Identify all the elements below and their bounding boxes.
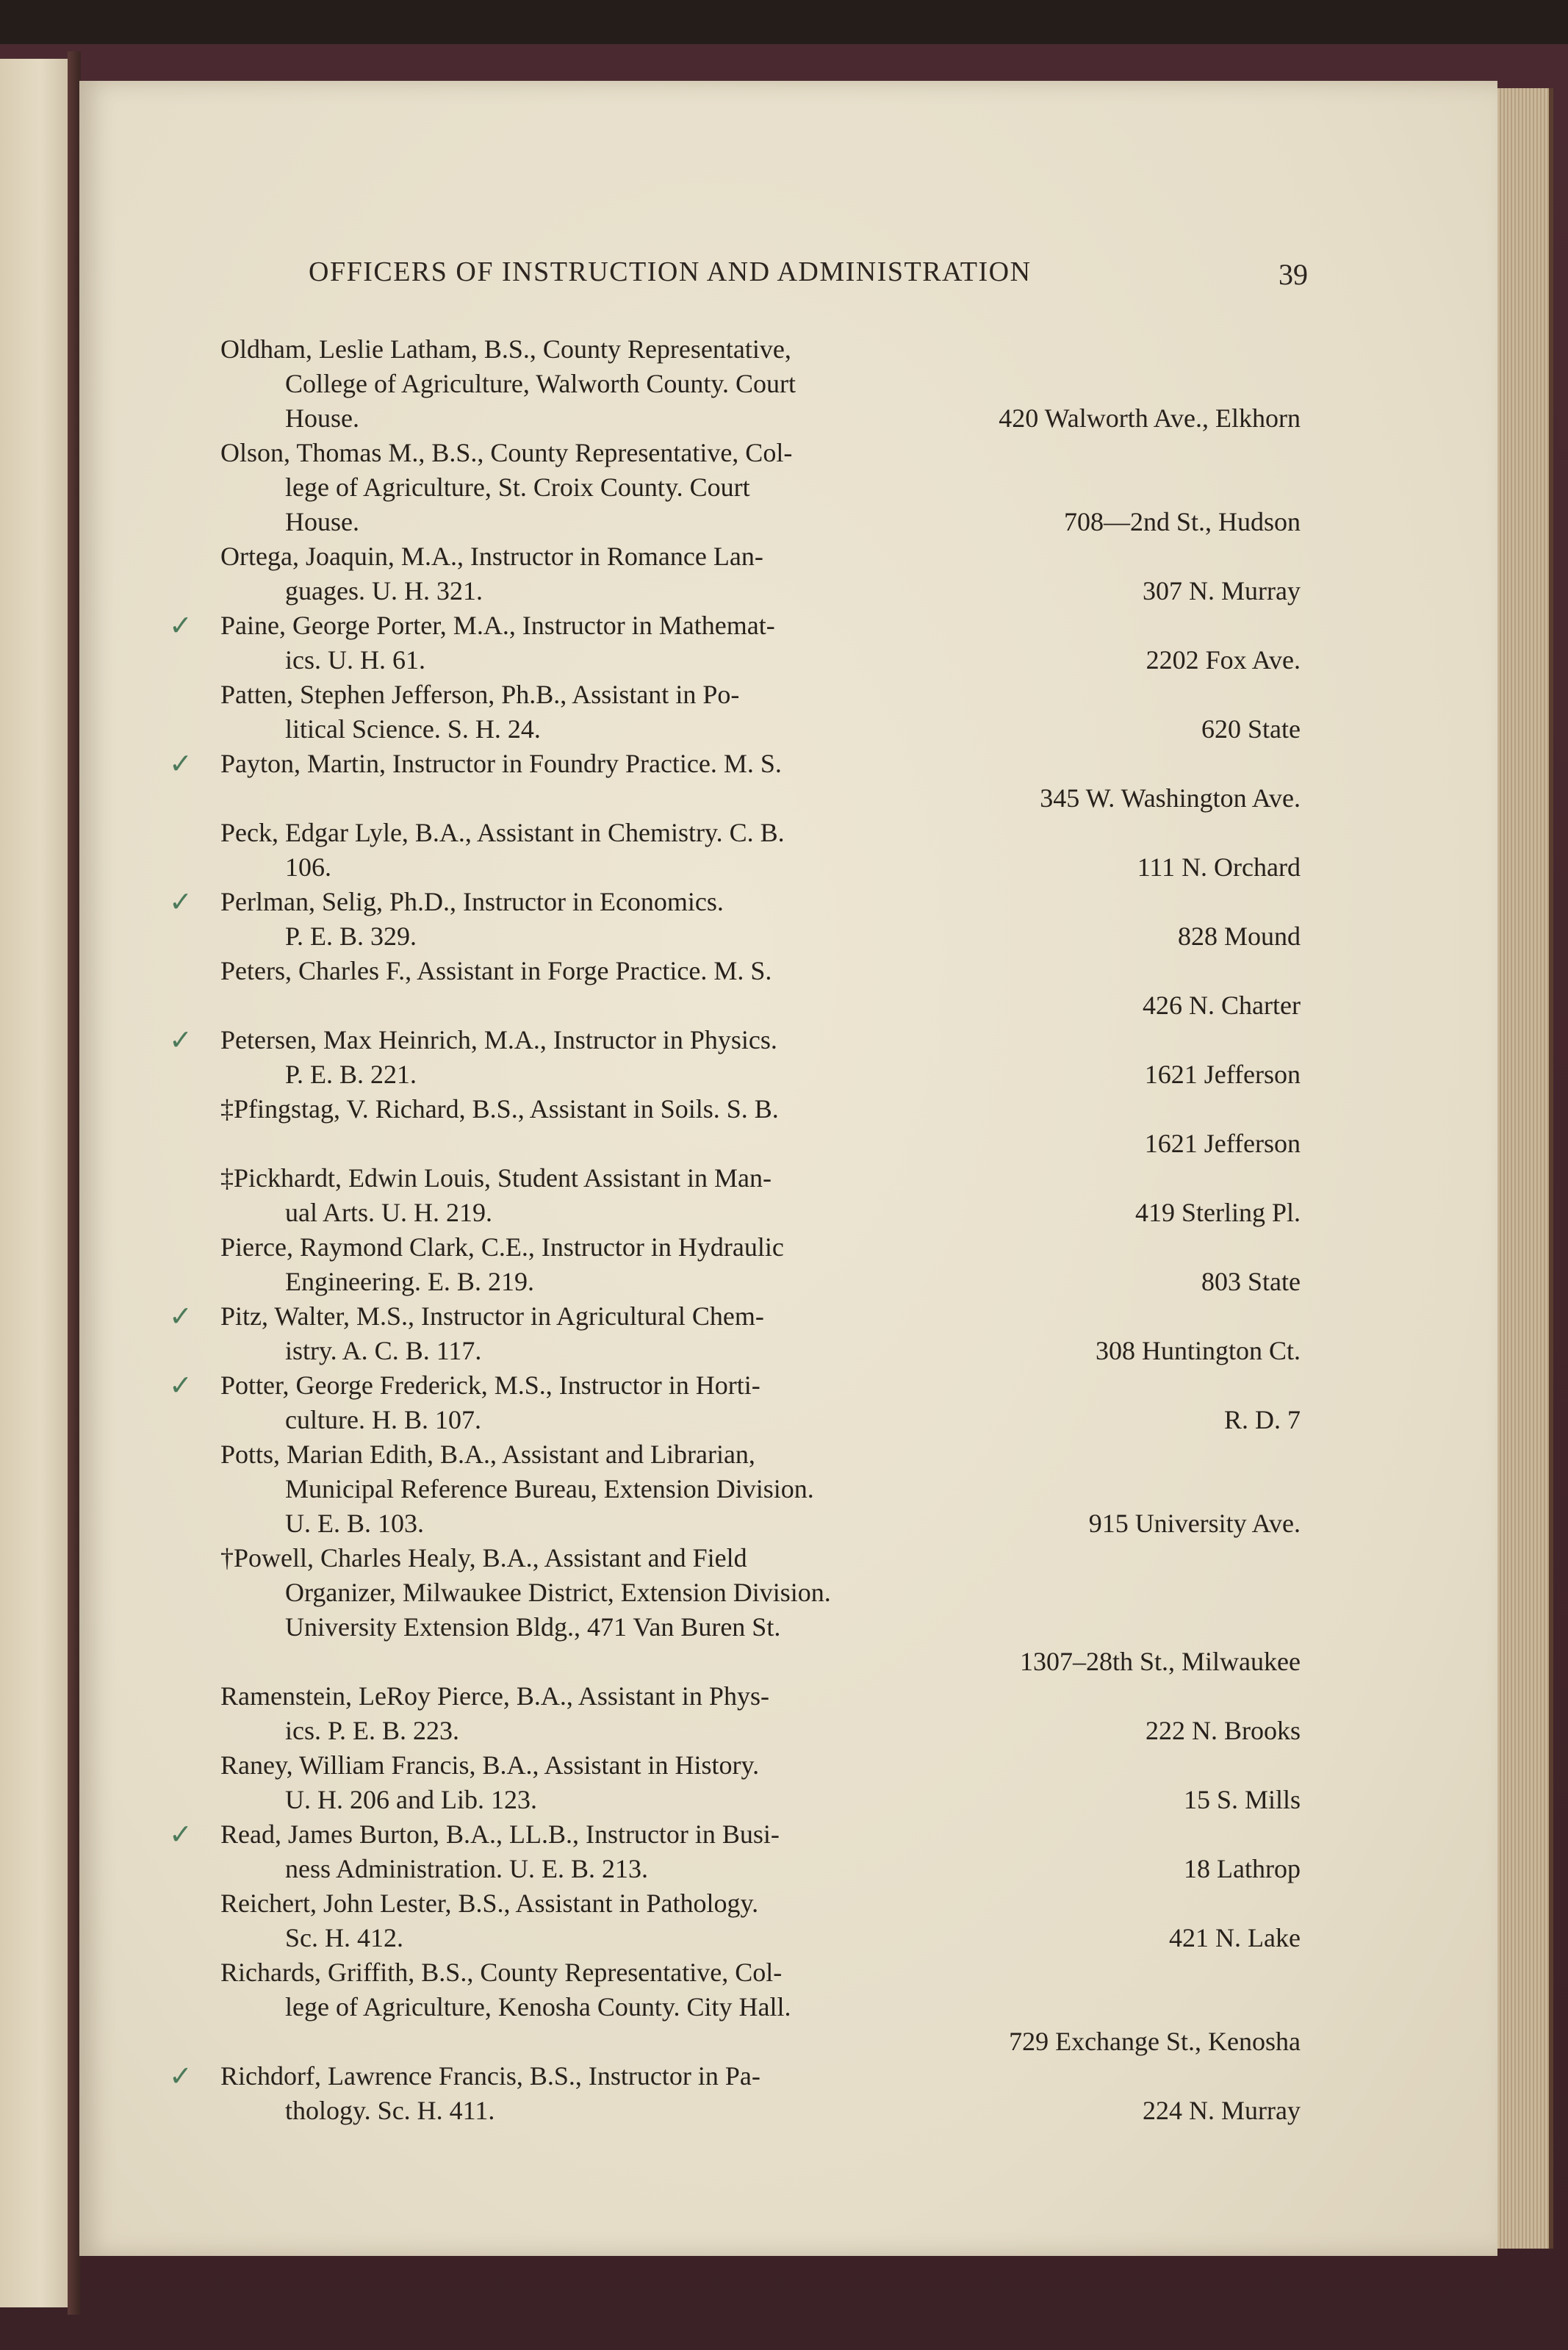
entry-line xyxy=(220,1161,1301,1196)
directory-entries xyxy=(169,332,1301,2128)
entry-line xyxy=(169,747,1301,781)
entry-line xyxy=(220,2094,1301,2128)
entry-continuation-line: guages. U. H. 321. xyxy=(285,576,483,606)
entry-continuation-line: Municipal Reference Bureau, Extension Division. xyxy=(285,1474,814,1503)
entry-name-line: Richards, Griffith, B.S., County Representative, Col- xyxy=(220,1958,783,1987)
entry-line xyxy=(220,712,1301,747)
entry-continuation-line: lege of Agriculture, Kenosha County. City Hall. xyxy=(285,1992,791,2022)
entry-address: 111 N. Orchard xyxy=(1137,852,1301,882)
entry-name-line: Peters, Charles F., Assistant in Forge Practice. M. S. xyxy=(220,956,772,985)
directory-entry xyxy=(220,1437,1301,1541)
entry-line xyxy=(220,1230,1301,1265)
directory-entry xyxy=(220,954,1301,1023)
entry-continuation-line: Organizer, Milwaukee District, Extension Division. xyxy=(285,1578,831,1607)
entry-continuation-line: Engineering. E. B. 219. xyxy=(285,1267,534,1296)
handwritten-check-mark: ✓ xyxy=(169,747,193,780)
handwritten-check-mark: ✓ xyxy=(169,1818,193,1850)
entry-name-line: Perlman, Selig, Ph.D., Instructor in Economics. xyxy=(220,887,724,916)
directory-entry xyxy=(220,1161,1301,1230)
entry-continuation-line: House. xyxy=(285,507,359,536)
entry-line xyxy=(220,1783,1301,1817)
entry-line xyxy=(220,1921,1301,1955)
entry-line xyxy=(220,678,1301,712)
directory-entry xyxy=(220,1886,1301,1955)
directory-entry xyxy=(220,1679,1301,1748)
entry-line xyxy=(220,781,1301,816)
entry-continuation-line: P. E. B. 329. xyxy=(285,921,417,951)
entry-address: 15 S. Mills xyxy=(1183,1785,1301,1814)
entry-address: 421 N. Lake xyxy=(1169,1923,1301,1952)
directory-entry xyxy=(220,332,1301,436)
entry-name-line: Paine, George Porter, M.A., Instructor in Mathemat- xyxy=(220,611,775,640)
entry-line xyxy=(220,1541,1301,1575)
entry-line xyxy=(220,1852,1301,1886)
entry-line xyxy=(220,539,1301,574)
entry-address: 419 Sterling Pl. xyxy=(1134,1198,1301,1227)
entry-line xyxy=(220,1575,1301,1610)
entry-address: 620 State xyxy=(1201,714,1301,744)
entry-line xyxy=(220,1127,1301,1161)
entry-line xyxy=(169,1299,1301,1334)
running-head: OFFICERS OF INSTRUCTION AND ADMINISTRATION xyxy=(309,256,1032,287)
entry-address: 420 Walworth Ave., Elkhorn xyxy=(999,403,1301,433)
entry-line xyxy=(220,1679,1301,1714)
directory-entry xyxy=(220,1955,1301,2059)
entry-continuation-line: House. xyxy=(285,403,359,433)
entry-name-line: ‡Pickhardt, Edwin Louis, Student Assistant in Man- xyxy=(220,1163,772,1193)
entry-continuation-line: ics. U. H. 61. xyxy=(285,645,425,675)
entry-address: 224 N. Murray xyxy=(1143,2096,1301,2125)
directory-entry xyxy=(220,816,1301,885)
entry-address: 1621 Jefferson xyxy=(1144,1060,1301,1089)
directory-entry xyxy=(169,747,1301,816)
entry-name-line: Richdorf, Lawrence Francis, B.S., Instructor in Pa- xyxy=(220,2061,760,2091)
entry-name-line: Pitz, Walter, M.S., Instructor in Agricultural Chem- xyxy=(220,1301,764,1331)
entry-line xyxy=(220,1714,1301,1748)
handwritten-check-mark: ✓ xyxy=(169,1300,193,1332)
entry-continuation-line: ual Arts. U. H. 219. xyxy=(285,1198,492,1227)
entry-address: 915 University Ave. xyxy=(1088,1509,1301,1538)
entry-continuation-line: 106. xyxy=(285,852,331,882)
entry-name-line: Potter, George Frederick, M.S., Instructor in Horti- xyxy=(220,1370,760,1400)
entry-line xyxy=(220,816,1301,850)
entry-name-line: Raney, William Francis, B.A., Assistant in History. xyxy=(220,1750,760,1780)
entry-line xyxy=(169,608,1301,643)
entry-continuation-line: U. H. 206 and Lib. 123. xyxy=(285,1785,537,1814)
entry-address: 803 State xyxy=(1201,1267,1301,1296)
directory-entry xyxy=(169,1817,1301,1886)
entry-line xyxy=(220,1886,1301,1921)
entry-line xyxy=(220,332,1301,367)
entry-address: 828 Mound xyxy=(1177,921,1301,951)
entry-line xyxy=(220,1748,1301,1783)
entry-continuation-line: U. E. B. 103. xyxy=(285,1509,424,1538)
entry-line xyxy=(220,1334,1301,1368)
entry-name-line: Ortega, Joaquin, M.A., Instructor in Romance Lan- xyxy=(220,542,763,571)
entry-name-line: Payton, Martin, Instructor in Foundry Practice. M. S. xyxy=(220,749,782,778)
entry-line xyxy=(220,1265,1301,1299)
entry-continuation-line: ness Administration. U. E. B. 213. xyxy=(285,1854,648,1883)
entry-line xyxy=(169,1023,1301,1057)
directory-entry xyxy=(220,539,1301,608)
entry-address: 18 Lathrop xyxy=(1184,1854,1301,1883)
entry-name-line: Pierce, Raymond Clark, C.E., Instructor in Hydraulic xyxy=(220,1232,784,1262)
entry-name-line: Ramenstein, LeRoy Pierce, B.A., Assistant in Phys- xyxy=(220,1681,769,1711)
directory-entry xyxy=(220,1748,1301,1817)
entry-name-line: Olson, Thomas M., B.S., County Representative, Col- xyxy=(220,438,793,467)
directory-entry xyxy=(169,1299,1301,1368)
entry-line xyxy=(220,1437,1301,1472)
entry-continuation-line: ics. P. E. B. 223. xyxy=(285,1716,460,1745)
directory-entry xyxy=(169,608,1301,678)
entry-line xyxy=(220,574,1301,608)
entry-name-line: †Powell, Charles Healy, B.A., Assistant and Field xyxy=(220,1543,747,1573)
entry-address: 2202 Fox Ave. xyxy=(1146,645,1301,675)
entry-line xyxy=(220,643,1301,678)
entry-line xyxy=(220,1955,1301,1990)
handwritten-check-mark: ✓ xyxy=(169,2060,193,2092)
facing-page-edge xyxy=(0,59,68,2307)
handwritten-check-mark: ✓ xyxy=(169,1369,193,1401)
entry-line xyxy=(220,1506,1301,1541)
entry-continuation-line: culture. H. B. 107. xyxy=(285,1405,481,1434)
entry-address: 1307–28th St., Milwaukee xyxy=(1020,1647,1301,1676)
entry-line xyxy=(220,470,1301,505)
entry-address: 307 N. Murray xyxy=(1143,576,1301,606)
entry-name-line: Petersen, Max Heinrich, M.A., Instructor in Physics. xyxy=(220,1025,777,1054)
directory-entry xyxy=(169,1023,1301,1092)
entry-line xyxy=(220,401,1301,436)
handwritten-check-mark: ✓ xyxy=(169,609,193,642)
directory-entry xyxy=(220,1541,1301,1679)
entry-line xyxy=(220,1472,1301,1506)
directory-entry xyxy=(220,1230,1301,1299)
entry-line xyxy=(220,1057,1301,1092)
entry-name-line: Oldham, Leslie Latham, B.S., County Representative, xyxy=(220,334,791,364)
entry-name-line: Reichert, John Lester, B.S., Assistant in Pathology. xyxy=(220,1889,759,1918)
entry-name-line: Patten, Stephen Jefferson, Ph.B., Assistant in Po- xyxy=(220,680,740,709)
directory-entry xyxy=(220,678,1301,747)
entry-line xyxy=(169,885,1301,919)
entry-line xyxy=(169,1817,1301,1852)
entry-line xyxy=(220,1092,1301,1127)
entry-continuation-line: litical Science. S. H. 24. xyxy=(285,714,541,744)
entry-line xyxy=(220,954,1301,988)
entry-address: 729 Exchange St., Kenosha xyxy=(1009,2027,1301,2056)
entry-address: 708—2nd St., Hudson xyxy=(1063,507,1301,536)
entry-address: R. D. 7 xyxy=(1223,1405,1301,1434)
entry-continuation-line: thology. Sc. H. 411. xyxy=(285,2096,495,2125)
entry-name-line: ‡Pfingstag, V. Richard, B.S., Assistant in Soils. S. B. xyxy=(220,1094,779,1124)
entry-continuation-line: Sc. H. 412. xyxy=(285,1923,403,1952)
entry-name-line: Potts, Marian Edith, B.A., Assistant and Librarian, xyxy=(220,1440,755,1469)
directory-entry xyxy=(169,1368,1301,1437)
entry-continuation-line: College of Agriculture, Walworth County. Court xyxy=(285,369,796,398)
directory-entry xyxy=(169,2059,1301,2128)
entry-line xyxy=(220,1403,1301,1437)
entry-address: 222 N. Brooks xyxy=(1145,1716,1301,1745)
entry-line xyxy=(169,1368,1301,1403)
entry-address: 426 N. Charter xyxy=(1143,991,1301,1020)
entry-line xyxy=(220,367,1301,401)
entry-line xyxy=(220,919,1301,954)
entry-line xyxy=(220,436,1301,470)
entry-line xyxy=(169,2059,1301,2094)
entry-continuation-line: University Extension Bldg., 471 Van Buren St. xyxy=(285,1612,781,1642)
entry-name-line: Peck, Edgar Lyle, B.A., Assistant in Chemistry. C. B. xyxy=(220,818,785,847)
entry-continuation-line: istry. A. C. B. 117. xyxy=(285,1336,482,1365)
entry-continuation-line: lege of Agriculture, St. Croix County. Court xyxy=(285,472,750,502)
entry-continuation-line: P. E. B. 221. xyxy=(285,1060,417,1089)
entry-name-line: Read, James Burton, B.A., LL.B., Instructor in Busi- xyxy=(220,1819,780,1849)
entry-address: 345 W. Washington Ave. xyxy=(1040,783,1301,813)
page-number: 39 xyxy=(1279,258,1308,291)
entry-line xyxy=(220,988,1301,1023)
page-block-edges xyxy=(1497,88,1553,2249)
directory-entry xyxy=(220,1092,1301,1161)
entry-line xyxy=(220,1645,1301,1679)
entry-line xyxy=(220,1990,1301,2024)
directory-entry xyxy=(169,885,1301,954)
entry-line xyxy=(220,1196,1301,1230)
entry-address: 308 Huntington Ct. xyxy=(1095,1336,1301,1365)
entry-line xyxy=(220,1610,1301,1645)
entry-line xyxy=(220,505,1301,539)
entry-line xyxy=(220,2024,1301,2059)
directory-entry xyxy=(220,436,1301,539)
handwritten-check-mark: ✓ xyxy=(169,885,193,918)
entry-address: 1621 Jefferson xyxy=(1144,1129,1301,1158)
entry-line xyxy=(220,850,1301,885)
handwritten-check-mark: ✓ xyxy=(169,1024,193,1056)
